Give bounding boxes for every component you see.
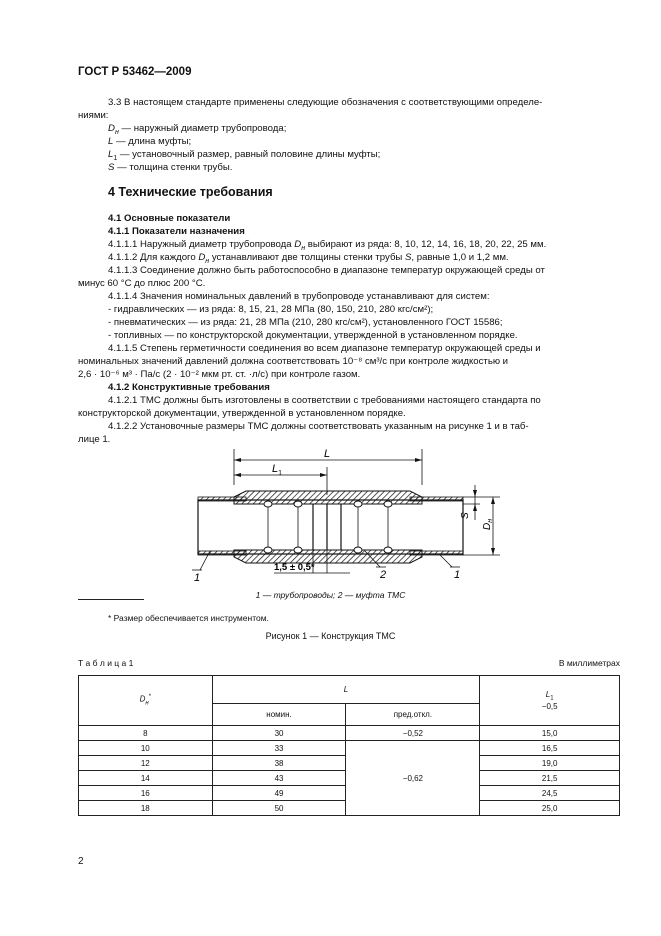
page-number: 2 [78,856,84,867]
para-4-1-2-2: 4.1.2.2 Установочные размеры ТМС должны соответствовать указанным на рисунке 1 и в таб- [108,421,529,432]
callout-1-right: 1 [454,569,461,581]
header-dn: $D_н^*$ [79,676,213,726]
header-l1: $L_1$ −0,5 [480,676,620,726]
para-4-1-1-2: 4.1.1.2 Для каждого $D_н$ устанавливают две толщины стенки трубы S, равные 1,0 и 1,2 мм. [108,252,509,265]
figure-legend: 1 — трубопроводы; 2 — муфта ТМС [255,590,406,600]
list-fuel: - топливных — по конструкторской документации, утвержденной в установленном порядке. [108,330,518,341]
heading-4-1-2: 4.1.2 Конструктивные требования [108,382,270,393]
header-nom: номин. [212,704,346,726]
label-l1: $L_1$ [272,463,283,477]
table-row: 10 33 −0,62 16,5 [79,741,620,756]
figure-caption: Рисунок 1 — Конструкция ТМС [265,631,396,641]
footnote: * Размер обеспечивается инструментом. [108,613,269,623]
table-row: 18 50 25,0 [79,801,620,816]
label-dn: $D_н$ [482,518,494,530]
table-row: 16 49 24,5 [79,786,620,801]
table-row: 8 30 −0,52 15,0 [79,726,620,741]
figure-tmc-drawing [170,445,510,585]
para-4-1-1-5-cont: номинальных значений давлений должна соответствовать 10⁻⁸ см³/с при контроле жидкостью и [78,356,509,367]
footnote-rule [78,599,144,600]
section-4-title: 4 Технические требования [108,185,273,199]
header-dev: пред.откл. [346,704,480,726]
list-hydraulic: - гидравлических — из ряда: 8, 15, 21, 28 МПа (80, 150, 210, 280 кгс/см²); [108,304,434,315]
label-l: L [324,448,331,460]
para-4-1-2-1-cont: конструкторской документации, утвержденной в установленном порядке. [78,408,406,419]
table-row: 12 38 19,0 [79,756,620,771]
s33-intro: 3.3 В настоящем стандарте применены следующие обозначения с соответствующими определе- [108,97,543,108]
heading-4-1: 4.1 Основные показатели [108,213,231,224]
def-l: L — длина муфты; [108,136,192,147]
para-4-1-2-2-cont: лице 1. [78,434,111,445]
para-4-1-2-1: 4.1.2.1 ТМС должны быть изготовлены в соответствии с требованиями настоящего стандарта по [108,395,541,406]
heading-4-1-1: 4.1.1 Показатели назначения [108,226,245,237]
table-units: В миллиметрах [558,658,620,668]
def-s: S — толщина стенки трубы. [108,162,233,173]
gap-dim-note: 1,5 ± 0,5* [274,562,315,573]
table-row: 14 43 21,5 [79,771,620,786]
table-title: Т а б л и ц а 1 [78,658,134,668]
merged-deviation: −0,62 [346,741,480,816]
document-header: ГОСТ Р 53462—2009 [78,66,192,78]
callout-1-left: 1 [194,572,201,584]
header-l: L [212,676,480,704]
def-l1: $L_1$ — установочный размер, равный половине длины муфты; [108,149,381,162]
label-s: S [460,512,471,519]
list-pneumatic: - пневматических — из ряда: 21, 28 МПа (210, 280 кгс/см²), установленного ГОСТ 15586; [108,317,503,328]
para-4-1-1-3: 4.1.1.3 Соединение должно быть работоспособно в диапазоне температур окружающей среды от [108,265,545,276]
para-4-1-1-3-cont: минус 60 °С до плюс 200 °С. [78,278,206,289]
callout-2: 2 [380,569,387,581]
table-1 [78,675,620,816]
def-dn: $D_н$ — наружный диаметр трубопровода; [108,123,287,136]
para-4-1-1-5: 4.1.1.5 Степень герметичности соединения во всем диапазоне температур окружающей среды и [108,343,541,354]
s33-intro-cont: ниями: [78,110,109,121]
para-4-1-1-4: 4.1.1.4 Значения номинальных давлений в трубопроводе устанавливают для систем: [108,291,490,302]
para-4-1-1-1: 4.1.1.1 Наружный диаметр трубопровода $D_н$ выбирают из ряда: 8, 10, 12, 14, 16, 18, 20, 22, 25 мм. [108,239,547,252]
para-4-1-1-5-cont2: 2,6 · 10⁻⁶ м³ · Па/с (2 · 10⁻² мкм рт. ст. ·л/с) при контроле газом. [78,369,361,380]
